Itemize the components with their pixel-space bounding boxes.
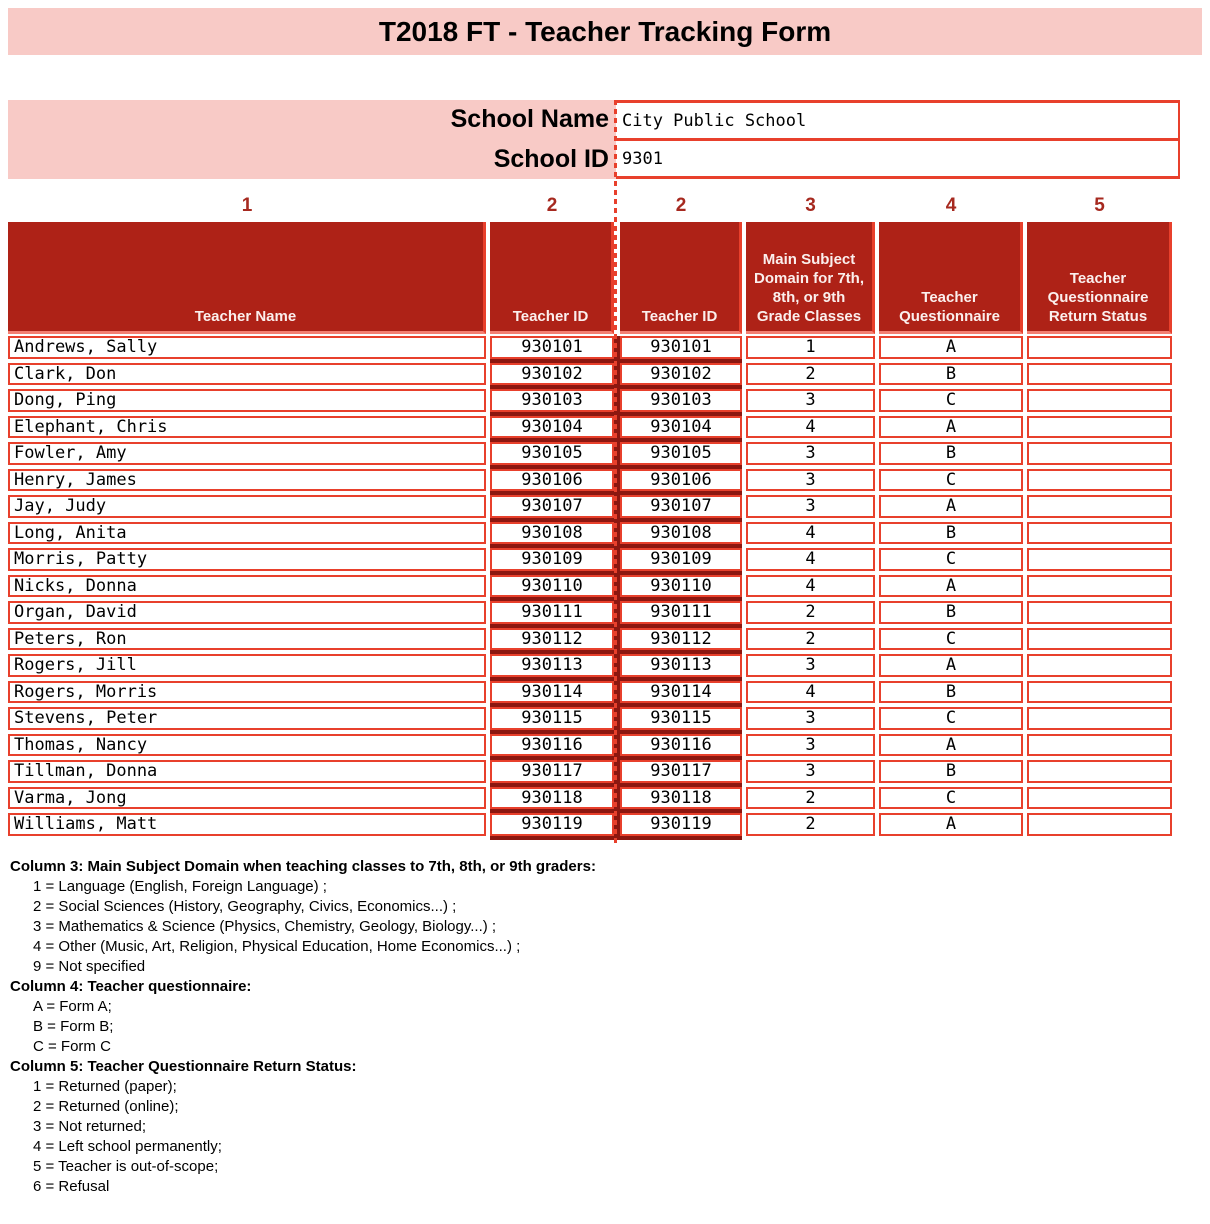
questionnaire-cell[interactable]: B [879,681,1023,704]
teacher-name-cell[interactable]: Morris, Patty [8,548,486,571]
questionnaire-cell[interactable]: C [879,548,1023,571]
school-id-label: School ID [493,144,609,173]
questionnaire-cell[interactable]: C [879,787,1023,810]
school-id-label-row [8,140,616,180]
teacher-id-cell-2[interactable]: 930115 [620,707,742,730]
teacher-name-cell[interactable]: Rogers, Morris [8,681,486,704]
questionnaire-cell[interactable]: A [879,336,1023,359]
questionnaire-cell[interactable]: C [879,469,1023,492]
subject-domain-cell[interactable]: 3 [746,469,875,492]
teacher-id-cell-2[interactable]: 930117 [620,760,742,783]
teacher-id-cell-2[interactable]: 930119 [620,813,742,836]
note-item: 4 = Left school permanently; [33,1138,222,1155]
subject-domain-cell[interactable]: 3 [746,760,875,783]
return-status-cell[interactable] [1027,681,1172,704]
note-item: B = Form B; [33,1018,114,1035]
subject-domain-cell[interactable]: 1 [746,336,875,359]
return-status-cell[interactable] [1027,416,1172,439]
teacher-name-cell[interactable]: Thomas, Nancy [8,734,486,757]
header-teacher-questionnaire: Teacher Questionnaire [879,222,1023,334]
teacher-name-cell[interactable]: Tillman, Donna [8,760,486,783]
teacher-id-cell[interactable]: 930110 [490,575,614,598]
subject-domain-cells [746,336,875,836]
teacher-name-cell[interactable]: Long, Anita [8,522,486,545]
teacher-id-cell[interactable]: 930116 [490,734,614,757]
teacher-id-cell-2[interactable]: 930105 [620,442,742,465]
questionnaire-cells [879,336,1023,836]
teacher-name-cell[interactable]: Varma, Jong [8,787,486,810]
note-item: 1 = Returned (paper); [33,1078,177,1095]
teacher-id-cell-2[interactable]: 930102 [620,363,742,386]
column-number-1: 1 [241,195,253,216]
subject-domain-cell[interactable]: 3 [746,734,875,757]
note-heading-column-3: Column 3: Main Subject Domain when teaching classes to 7th, 8th, or 9th graders: [10,858,596,875]
return-status-cell[interactable] [1027,495,1172,518]
return-status-cell[interactable] [1027,787,1172,810]
return-status-cell[interactable] [1027,389,1172,412]
school-info-section [8,100,1180,179]
questionnaire-cell[interactable]: A [879,734,1023,757]
note-items-column-3 [10,877,910,977]
school-name-label-row [8,100,616,140]
teacher-name-cell[interactable]: Rogers, Jill [8,654,486,677]
return-status-cell[interactable] [1027,628,1172,651]
header-teacher-name: Teacher Name [8,222,486,334]
teacher-id-cell[interactable]: 930106 [490,469,614,492]
teacher-id-cell-2[interactable]: 930106 [620,469,742,492]
column-teacher-questionnaire [879,222,1023,840]
teacher-id-cell-2[interactable]: 930114 [620,681,742,704]
questionnaire-cell[interactable]: A [879,654,1023,677]
school-id-field[interactable]: 9301 [616,141,1178,179]
return-status-cell[interactable] [1027,548,1172,571]
column-number-4: 4 [945,195,957,216]
teacher-name-cell[interactable]: Nicks, Donna [8,575,486,598]
teacher-name-cell[interactable]: Stevens, Peter [8,707,486,730]
return-status-cell[interactable] [1027,336,1172,359]
note-item: 4 = Other (Music, Art, Religion, Physical Education, Home Economics...) ; [33,938,521,955]
questionnaire-cell[interactable]: C [879,707,1023,730]
teacher-id-cell-2[interactable]: 930107 [620,495,742,518]
teacher-id-cell[interactable]: 930109 [490,548,614,571]
teacher-id-cell-2[interactable]: 930103 [620,389,742,412]
subject-domain-cell[interactable]: 4 [746,522,875,545]
teacher-id-cell[interactable]: 930112 [490,628,614,651]
teacher-id-cell[interactable]: 930117 [490,760,614,783]
teacher-name-cell[interactable]: Elephant, Chris [8,416,486,439]
teacher-id-cell-2[interactable]: 930111 [620,601,742,624]
teacher-id-cell[interactable]: 930114 [490,681,614,704]
subject-domain-cell[interactable]: 2 [746,601,875,624]
teacher-id-cell-2[interactable]: 930118 [620,787,742,810]
teacher-name-cell[interactable]: Organ, David [8,601,486,624]
teacher-id-cell[interactable]: 930108 [490,522,614,545]
freeze-pane-divider [614,100,617,844]
teacher-id-cell[interactable]: 930101 [490,336,614,359]
return-status-cell[interactable] [1027,707,1172,730]
column-number-2a: 2 [546,195,558,216]
teacher-name-cell[interactable]: Henry, James [8,469,486,492]
header-teacher-id-2: Teacher ID [620,222,742,334]
subject-domain-cell[interactable]: 2 [746,363,875,386]
note-item: 3 = Not returned; [33,1118,146,1135]
return-status-cell[interactable] [1027,363,1172,386]
subject-domain-cell[interactable]: 4 [746,548,875,571]
note-heading-column-4: Column 4: Teacher questionnaire: [10,978,252,995]
teacher-id-cell[interactable]: 930103 [490,389,614,412]
teacher-name-cell[interactable]: Peters, Ron [8,628,486,651]
header-main-subject-domain: Main Subject Domain for 7th, 8th, or 9th Grade Classes [746,222,875,334]
school-name-field[interactable]: City Public School [616,103,1178,141]
note-item: 1 = Language (English, Foreign Language) ; [33,878,327,895]
teacher-name-cell[interactable]: Jay, Judy [8,495,486,518]
column-return-status [1027,222,1172,840]
teacher-id-cell[interactable]: 930119 [490,813,614,836]
teacher-id-cell-2[interactable]: 930112 [620,628,742,651]
return-status-cells [1027,336,1172,836]
header-return-status: Teacher Questionnaire Return Status [1027,222,1172,334]
header-teacher-id: Teacher ID [490,222,614,334]
school-labels [8,100,616,179]
questionnaire-cell[interactable]: A [879,813,1023,836]
form-title-banner [8,8,1202,55]
return-status-cell[interactable] [1027,601,1172,624]
note-item: 2 = Returned (online); [33,1098,179,1115]
note-block-column-4 [10,977,910,1057]
questionnaire-cell[interactable]: C [879,389,1023,412]
subject-domain-cell[interactable]: 4 [746,575,875,598]
subject-domain-cell[interactable]: 3 [746,389,875,412]
teacher-id-cell[interactable]: 930105 [490,442,614,465]
teacher-id-cell-2[interactable]: 930116 [620,734,742,757]
teacher-id-cell[interactable]: 930118 [490,787,614,810]
questionnaire-cell[interactable]: C [879,628,1023,651]
subject-domain-cell[interactable]: 4 [746,416,875,439]
teacher-id-cell[interactable]: 930115 [490,707,614,730]
teacher-id-cell-2[interactable]: 930104 [620,416,742,439]
note-item: A = Form A; [33,998,112,1015]
teacher-name-cell[interactable]: Williams, Matt [8,813,486,836]
teacher-id-cell-2[interactable]: 930108 [620,522,742,545]
column-number-5: 5 [1094,195,1105,216]
page-title: T2018 FT - Teacher Tracking Form [378,15,832,47]
teacher-name-cell[interactable]: Andrews, Sally [8,336,486,359]
teacher-id-cell-2[interactable]: 930101 [620,336,742,359]
teacher-name-cell[interactable]: Clark, Don [8,363,486,386]
subject-domain-cell[interactable]: 2 [746,628,875,651]
questionnaire-cell[interactable]: B [879,442,1023,465]
return-status-cell[interactable] [1027,469,1172,492]
note-item: 3 = Mathematics & Science (Physics, Chemistry, Geology, Biology...) ; [33,918,497,935]
questionnaire-cell[interactable]: B [879,522,1023,545]
return-status-cell[interactable] [1027,442,1172,465]
questionnaire-cell[interactable]: A [879,495,1023,518]
teacher-id-cell[interactable]: 930107 [490,495,614,518]
note-block-column-3 [10,857,910,977]
note-item: 2 = Social Sciences (History, Geography, Civics, Economics...) ; [33,898,457,915]
teacher-name-cell[interactable]: Dong, Ping [8,389,486,412]
teacher-id-cell-2[interactable]: 930113 [620,654,742,677]
subject-domain-cell[interactable]: 4 [746,681,875,704]
subject-domain-cell[interactable]: 3 [746,654,875,677]
note-heading-column-5: Column 5: Teacher Questionnaire Return Status: [10,1058,357,1075]
note-items-column-5 [10,1077,910,1197]
teacher-name-cells [8,336,486,836]
return-status-cell[interactable] [1027,813,1172,836]
teacher-id-cell-2[interactable]: 930109 [620,548,742,571]
note-block-column-5 [10,1057,910,1197]
teacher-id-cell[interactable]: 930113 [490,654,614,677]
teacher-name-cell[interactable]: Fowler, Amy [8,442,486,465]
note-item: 6 = Refusal [33,1178,110,1195]
column-number-2b: 2 [675,195,687,216]
note-item: 5 = Teacher is out-of-scope; [33,1158,219,1175]
school-name-label: School Name [450,105,609,134]
return-status-cell[interactable] [1027,734,1172,757]
subject-domain-cell[interactable]: 3 [746,442,875,465]
questionnaire-cell[interactable]: A [879,575,1023,598]
teacher-tracking-table [8,222,1172,840]
column-number-strip [8,192,1172,220]
note-items-column-4 [10,997,910,1057]
questionnaire-cell[interactable]: B [879,601,1023,624]
questionnaire-cell[interactable]: B [879,363,1023,386]
return-status-cell[interactable] [1027,654,1172,677]
subject-domain-cell[interactable]: 2 [746,813,875,836]
teacher-id-cell[interactable]: 930111 [490,601,614,624]
school-inputs [616,100,1180,179]
subject-domain-cell[interactable]: 3 [746,495,875,518]
column-teacher-name [8,222,486,840]
subject-domain-cell[interactable]: 3 [746,707,875,730]
column-number-3: 3 [805,195,816,216]
return-status-cell[interactable] [1027,760,1172,783]
questionnaire-cell[interactable]: B [879,760,1023,783]
note-item: 9 = Not specified [33,958,146,975]
questionnaire-cell[interactable]: A [879,416,1023,439]
teacher-id-cell[interactable]: 930104 [490,416,614,439]
return-status-cell[interactable] [1027,522,1172,545]
column-main-subject-domain [746,222,875,840]
teacher-id-cell-2[interactable]: 930110 [620,575,742,598]
subject-domain-cell[interactable]: 2 [746,787,875,810]
note-item: C = Form C [33,1038,111,1055]
legend-notes [10,857,910,1197]
teacher-id-cell[interactable]: 930102 [490,363,614,386]
return-status-cell[interactable] [1027,575,1172,598]
